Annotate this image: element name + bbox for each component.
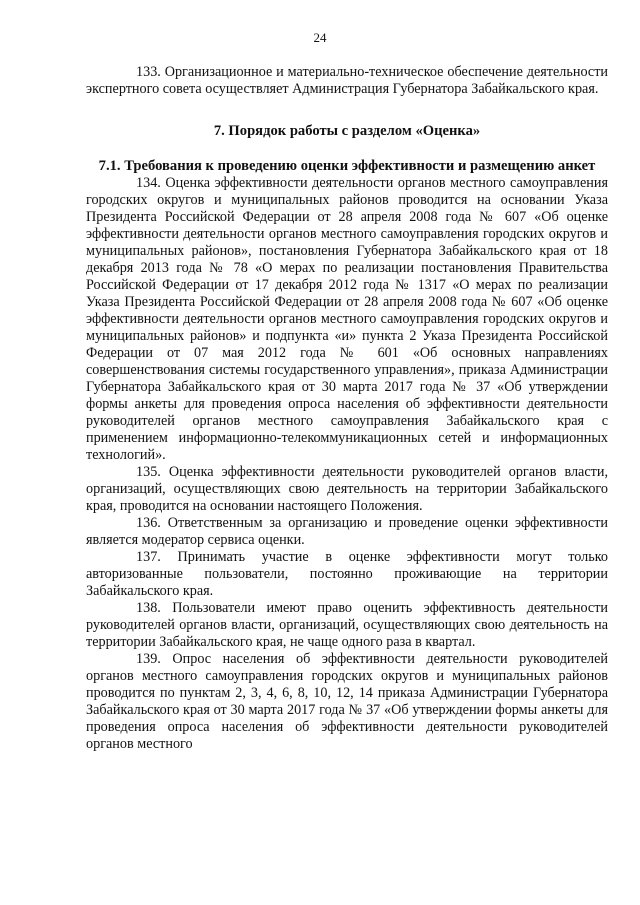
page-number: 24 [313, 30, 327, 45]
section-7-heading: 7. Порядок работы с разделом «Оценка» [213, 123, 481, 139]
section-7-1-heading: 7.1. Требования к проведению оценки эффективности и размещению анкет [98, 158, 596, 174]
paragraph-139: 139. Опрос населения об эффективности деятельности руководителей органов местного самоуправления городских округов и муниципальных районов проводится по пунктам 2, 3, 4, 6, 8, 10, 12, 14 приказа Администрации Губернатора Забайкальского края от 30 марта 2017 года № 37 «Об утверждении формы анкеты для проведения опроса населения об эффективности деятельности руководителей органов местного [86, 651, 608, 752]
paragraph-136: 136. Ответственным за организацию и проведение оценки эффективности является модератор сервиса оценки. [86, 515, 608, 548]
paragraph-134: 134. Оценка эффективности деятельности органов местного самоуправления городских округов и муниципальных районов проводится на основании Указа Президента Российской Федерации от 28 апреля 2008 года № 607 «Об оценке эффективности деятельности органов местного самоуправления городских округов и муниципальных районов», постановления Губернатора Забайкальского края от 18 декабря 2013 года № 78 «О мерах по реализации постановления Правительства Российской Федерации от 17 декабря 2012 года № 1317 «О мерах по реализации Указа Президента Российской Федерации от 28 апреля 2008 года № 607 «Об оценке эффективности деятельности органов местного самоуправления городских округов и муниципальных районов» и подпункта «и» пункта 2 Указа Президента Российской Федерации от 07 мая 2012 года № 601 «Об основных направлениях совершенствования системы государственного управления», приказа Администрации Губернатора Забайкальского края от 30 марта 2017 года № 37 «Об утверждении формы анкеты для проведения опроса населения об эффективности деятельности руководителей органов местного самоуправления Забайкальского края с применением информационно-телекоммуникационных сетей и информационных технологий». [86, 175, 608, 463]
paragraph-135: 135. Оценка эффективности деятельности руководителей органов власти, организаций, осуществляющих свою деятельность на территории Забайкальского края, проводится на основании настоящего Положения. [86, 464, 608, 514]
paragraph-138: 138. Пользователи имеют право оценить эффективность деятельности руководителей органов власти, организаций, осуществляющих свою деятельность на территории Забайкальского края, не чаще одного раза в квартал. [86, 600, 608, 650]
paragraph-133: 133. Организационное и материально-техническое обеспечение деятельности экспертного совета осуществляет Администрация Губернатора Забайкальского края. [86, 64, 608, 97]
document-body [86, 64, 608, 753]
paragraph-137: 137. Принимать участие в оценке эффективности могут только авторизованные пользователи, постоянно проживающие на территории Забайкальского края. [86, 549, 608, 599]
